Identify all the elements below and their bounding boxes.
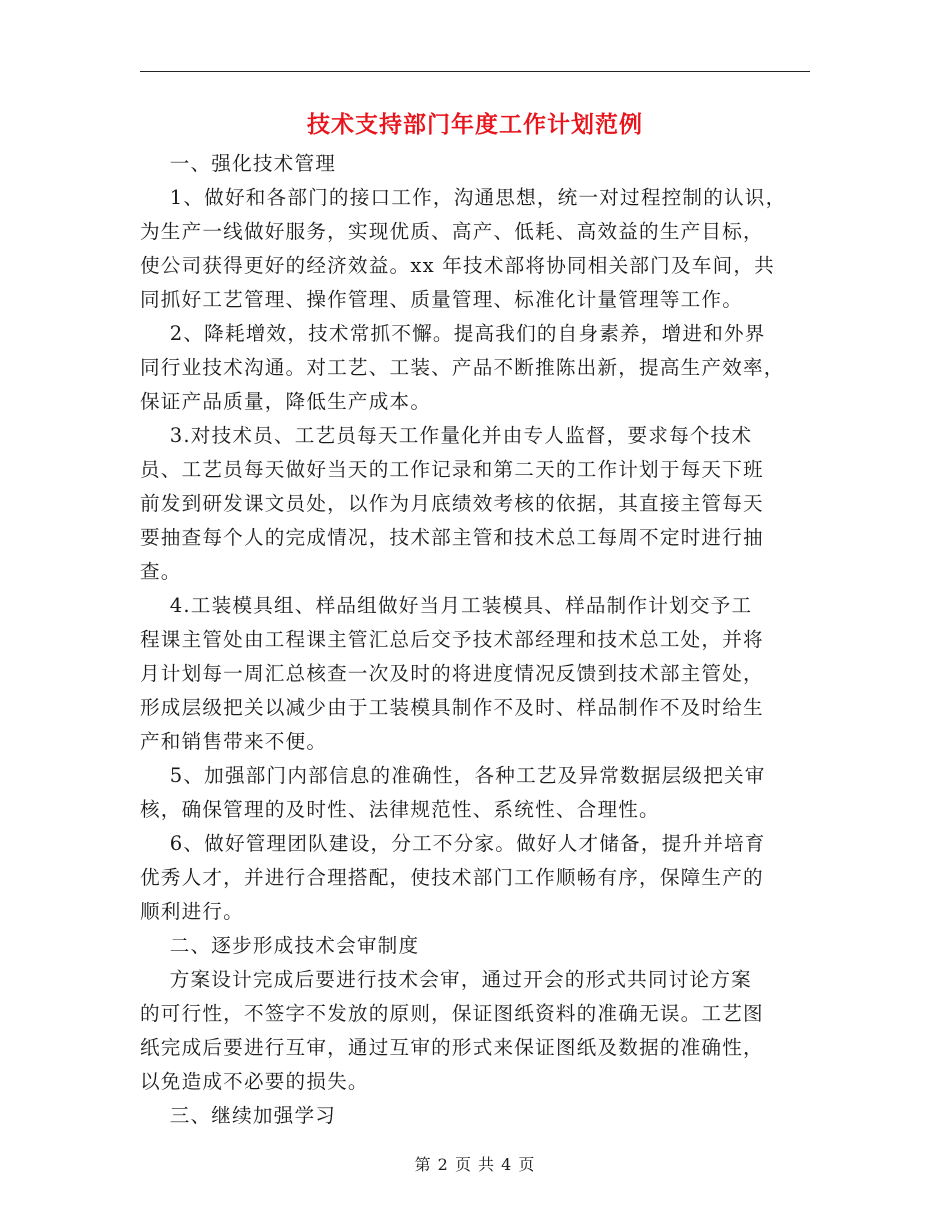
body-line: 形成层级把关以减少由于工装模具制作不及时、样品制作不及时给生 <box>140 696 764 719</box>
body-line: 3.对技术员、工艺员每天工作量化并由专人监督，要求每个技术 <box>140 424 753 447</box>
body-line: 5、加强部门内部信息的准确性，各种工艺及异常数据层级把关审 <box>140 764 766 787</box>
body-line: 月计划每一周汇总核查一次及时的将进度情况反馈到技术部主管处， <box>140 662 764 685</box>
body-line: 的可行性，不签字不发放的原则，保证图纸资料的准确无误。工艺图 <box>140 1002 764 1025</box>
body-line: 2、降耗增效，技术常抓不懈。提高我们的自身素养，增进和外界 <box>140 322 766 345</box>
body-line: 纸完成后要进行互审，通过互审的形式来保证图纸及数据的准确性， <box>140 1036 764 1059</box>
body-line: 顺利进行。 <box>140 900 244 923</box>
body-line: 核，确保管理的及时性、法律规范性、系统性、合理性。 <box>140 798 660 821</box>
heading-line: 三、继续加强学习 <box>140 1104 337 1127</box>
heading-line: 二、逐步形成技术会审制度 <box>140 934 420 957</box>
body-line: 同行业技术沟通。对工艺、工装、产品不断推陈出新，提高生产效率， <box>140 356 785 379</box>
body-line: 为生产一线做好服务，实现优质、高产、低耗、高效益的生产目标， <box>140 220 764 243</box>
body-line: 4.工装模具组、样品组做好当月工装模具、样品制作计划交予工 <box>140 594 753 617</box>
body-line: 前发到研发课文员处，以作为月底绩效考核的依据，其直接主管每天 <box>140 492 764 515</box>
body-line: 产和销售带来不便。 <box>140 730 328 753</box>
body-line: 保证产品质量，降低生产成本。 <box>140 390 432 413</box>
body-line: 使公司获得更好的经济效益。xx 年技术部将协同相关部门及车间，共 <box>140 254 775 277</box>
body-line: 方案设计完成后要进行技术会审，通过开会的形式共同讨论方案 <box>140 968 752 991</box>
page-number-footer: 第 2 页 共 4 页 <box>414 1155 536 1174</box>
heading-line: 一、强化技术管理 <box>140 152 337 175</box>
document-title: 技术支持部门年度工作计划范例 <box>307 112 643 138</box>
body-line: 以免造成不必要的损失。 <box>140 1070 369 1093</box>
body-line: 同抓好工艺管理、操作管理、质量管理、标准化计量管理等工作。 <box>140 288 744 311</box>
body-line: 优秀人才，并进行合理搭配，使技术部门工作顺畅有序，保障生产的 <box>140 866 764 889</box>
body-line: 程课主管处由工程课主管汇总后交予技术部经理和技术总工处，并将 <box>140 628 764 651</box>
header-rule <box>140 71 810 72</box>
document-body <box>140 147 820 1133</box>
body-line: 员、工艺员每天做好当天的工作记录和第二天的工作计划于每天下班 <box>140 458 764 481</box>
body-line: 查。 <box>140 560 182 583</box>
body-line: 1、做好和各部门的接口工作，沟通思想，统一对过程控制的认识， <box>140 186 787 209</box>
body-line: 要抽查每个人的完成情况，技术部主管和技术总工每周不定时进行抽 <box>140 526 764 549</box>
body-line: 6、做好管理团队建设，分工不分家。做好人才储备，提升并培育 <box>140 832 766 855</box>
